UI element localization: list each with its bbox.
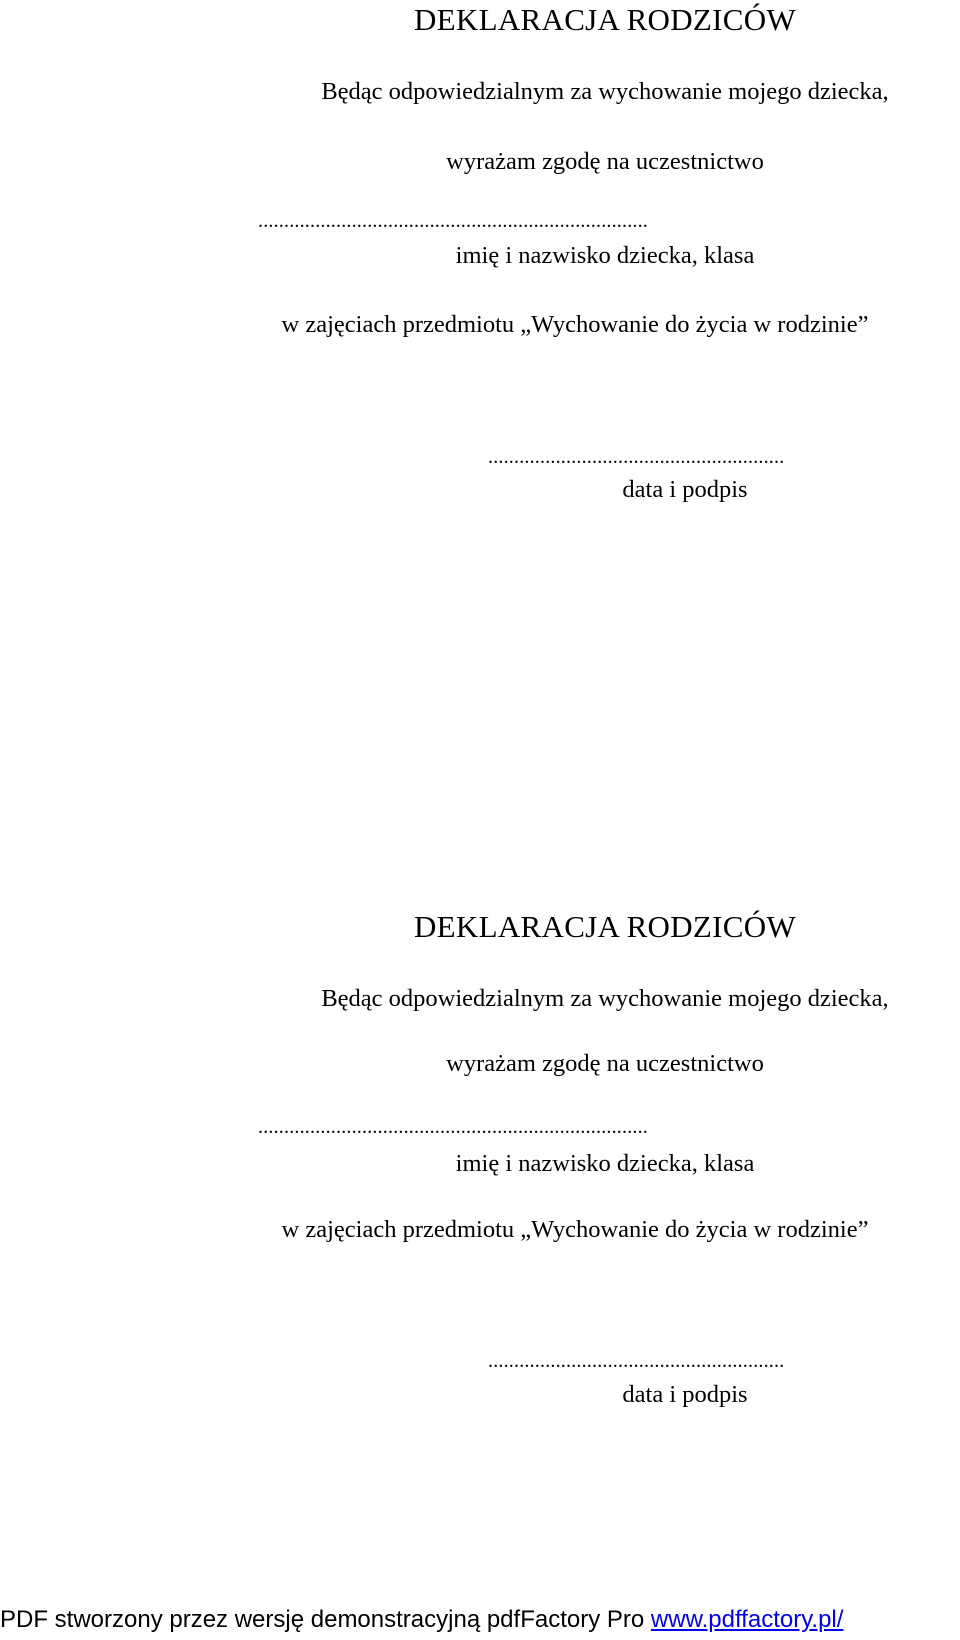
pdf-generator-footer <box>0 1606 960 1634</box>
consent-text-line2: wyrażam zgodę na uczestnictwo <box>446 148 764 175</box>
consent-text-line1: Będąc odpowiedzialnym za wychowanie mojego dziecka, <box>321 985 889 1012</box>
signature-blank: ......................................................... <box>488 1350 785 1372</box>
declaration-title: DEKLARACJA RODZICÓW <box>414 2 796 37</box>
consent-text-line2: wyrażam zgodę na uczestnictwo <box>446 1050 764 1077</box>
signature-caption: data i podpis <box>622 476 748 503</box>
subject-text-line: w zajęciach przedmiotu „Wychowanie do życia w rodzinie” <box>281 311 869 338</box>
footer-link[interactable]: www.pdffactory.pl/ <box>650 1606 844 1633</box>
declaration-title: DEKLARACJA RODZICÓW <box>414 909 796 944</box>
child-name-blank: ........................................................................... <box>258 210 648 232</box>
footer-text: PDF stworzony przez wersję demonstracyjną pdfFactory Pro <box>0 1606 651 1633</box>
child-name-caption: imię i nazwisko dziecka, klasa <box>455 1150 755 1177</box>
signature-caption: data i podpis <box>622 1381 748 1408</box>
child-name-blank: ........................................................................... <box>258 1116 648 1138</box>
consent-text-line1: Będąc odpowiedzialnym za wychowanie mojego dziecka, <box>321 78 889 105</box>
subject-text-line: w zajęciach przedmiotu „Wychowanie do życia w rodzinie” <box>281 1216 869 1243</box>
signature-blank: ......................................................... <box>488 446 785 468</box>
child-name-caption: imię i nazwisko dziecka, klasa <box>455 242 755 269</box>
